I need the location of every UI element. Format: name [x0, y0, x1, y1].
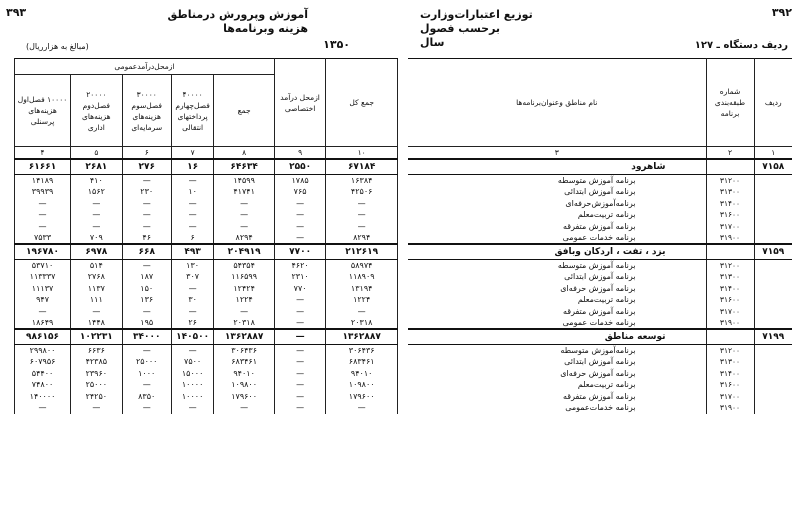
table-row — [15, 368, 398, 380]
table-cell: — — [326, 209, 398, 221]
col-number: ۸ — [214, 147, 274, 159]
table-cell: ۷۶۵ — [274, 186, 326, 198]
program-name-cell: یزد ، تفت ، اردکان وبافق — [408, 244, 706, 260]
col-number: ۵ — [71, 147, 123, 159]
table-cell: ۲۳۰ — [122, 186, 171, 198]
table-cell: — — [122, 379, 171, 391]
table-cell: ۱۹۶۷۸۰ — [15, 244, 71, 260]
col-number: ۷ — [171, 147, 214, 159]
program-name-cell: برنامه آموزش متوسطه — [557, 176, 636, 185]
table-cell: — — [171, 221, 214, 233]
region-header-row — [408, 329, 792, 345]
table-cell: ۸۲۹۴ — [326, 232, 398, 244]
col-number: ۶ — [122, 147, 171, 159]
table-cell: — — [326, 306, 398, 318]
row-number-cell — [754, 271, 792, 283]
table-cell: ۴۶ — [122, 232, 171, 244]
table-cell: ۱۵۶۲ — [71, 186, 123, 198]
program-code-cell: ۳۱۴۰۰ — [706, 198, 754, 210]
table-cell: ۲۴۲۵۰ — [71, 391, 123, 403]
table-cell: ۲۶ — [171, 317, 214, 329]
right-title-line3: سال — [420, 36, 445, 49]
program-row — [408, 221, 792, 233]
col-number: ۳ — [408, 147, 706, 159]
row-number-cell: ۷۱۵۸ — [754, 159, 792, 175]
program-row — [408, 306, 792, 318]
program-name-cell: برنامه خدمات‌عمومی — [565, 403, 636, 413]
program-row — [408, 209, 792, 221]
table-cell: — — [122, 260, 171, 272]
table-cell: ۶۶۳۶ — [71, 345, 123, 357]
program-code-cell: ۳۱۶۰۰ — [706, 379, 754, 391]
table-cell: ۳۰۶۴۳۶ — [326, 345, 398, 357]
program-code-cell — [706, 329, 754, 345]
table-cell: ۱۵۰ — [122, 283, 171, 295]
table-cell: ۱۰۹۸۰۰ — [214, 379, 274, 391]
table-cell: — — [274, 209, 326, 221]
row-number-cell — [754, 306, 792, 318]
table-cell: ۳۰۶۴۳۶ — [214, 345, 274, 357]
program-name-cell: شاهرود — [408, 159, 706, 175]
table-cell: ۱۲۲۴ — [214, 294, 274, 306]
table-cell: ۴۲۵۰۶ — [326, 186, 398, 198]
table-row — [15, 345, 398, 357]
table-cell: ۲۷۶ — [122, 159, 171, 175]
table-cell: ۱۰۲۲۳۱ — [71, 329, 123, 345]
left-data-table — [14, 58, 398, 414]
program-name-cell: برنامه آموزش ابتدائی — [564, 272, 636, 282]
table-cell: ۲۵۰۰۰ — [122, 356, 171, 368]
table-cell: ۴۱۷۴۱ — [214, 186, 274, 198]
table-cell: ۱۱۳۷ — [71, 283, 123, 295]
left-title-line1: آموزش وپرورش درمناطق — [167, 8, 308, 21]
table-cell: — — [122, 306, 171, 318]
program-row — [408, 356, 792, 368]
table-cell: ۱۱۱ — [71, 294, 123, 306]
table-row — [15, 356, 398, 368]
device-label: ردیف دستگاه ـ ۱۲۷ — [694, 40, 788, 51]
program-code-cell: ۳۱۲۰۰ — [706, 345, 754, 357]
program-row — [408, 260, 792, 272]
table-cell: ۱۰۰۰۰ — [171, 379, 214, 391]
table-cell: ۱۲۲۴ — [326, 294, 398, 306]
table-cell: — — [15, 402, 71, 414]
table-cell: ۱۶۳۸۴ — [326, 175, 398, 187]
table-cell: — — [71, 209, 123, 221]
table-cell: ۷۵۰۰ — [171, 356, 214, 368]
program-code-cell: ۳۱۳۰۰ — [706, 356, 754, 368]
table-cell: ۳۰۷ — [171, 271, 214, 283]
table-row — [15, 379, 398, 391]
table-cell: ۲۵۰۰۰ — [71, 379, 123, 391]
program-code-cell — [706, 244, 754, 260]
table-cell: ۱۶ — [171, 159, 214, 175]
program-row — [408, 186, 792, 198]
table-cell: ۴۲۳۸۵ — [71, 356, 123, 368]
left-title-line2: هزینه وبرنامه‌ها — [223, 22, 308, 35]
program-name-cell: برنامه تربیت‌معلم — [577, 380, 636, 390]
table-cell: — — [326, 221, 398, 233]
table-cell: ۹۸۶۱۵۶ — [15, 329, 71, 345]
table-cell: — — [71, 221, 123, 233]
table-cell: — — [274, 221, 326, 233]
program-code-cell: ۳۱۶۰۰ — [706, 294, 754, 306]
table-cell: ۱۱۶۵۹۹ — [214, 271, 274, 283]
program-name-cell: برنامه آموزش ابتدائی — [564, 187, 636, 197]
table-cell: ۲۳۹۶۰ — [71, 368, 123, 380]
program-code-cell: ۳۱۴۰۰ — [706, 283, 754, 295]
program-row — [408, 175, 792, 187]
col-number: ۲ — [706, 147, 754, 159]
program-name-cell: برنامه آموزش متفرقه — [562, 221, 636, 231]
program-code-cell: ۳۱۳۰۰ — [706, 186, 754, 198]
header-region-program-name: نام مناطق وعنوان‌برنامه‌ها — [516, 98, 598, 107]
table-cell: — — [171, 175, 214, 187]
table-cell: ۶ — [171, 232, 214, 244]
program-row — [408, 283, 792, 295]
table-cell: — — [171, 198, 214, 210]
table-cell: ۱۰۰۰ — [122, 368, 171, 380]
table-cell: — — [274, 232, 326, 244]
table-cell: — — [15, 209, 71, 221]
table-cell: — — [122, 209, 171, 221]
row-number-cell: ۷۱۵۹ — [754, 244, 792, 260]
table-cell: ۵۱۴ — [71, 260, 123, 272]
left-page-number: ۳۹۳ — [6, 6, 27, 19]
table-cell: ۱۱۱۳۷ — [15, 283, 71, 295]
table-cell: — — [274, 379, 326, 391]
table-cell: — — [71, 402, 123, 414]
table-cell: — — [122, 402, 171, 414]
row-number-cell — [754, 209, 792, 221]
table-cell: ۱۰۹۸۰۰ — [326, 379, 398, 391]
table-cell: ۲۰۳۱۸ — [326, 317, 398, 329]
program-row — [408, 232, 792, 244]
table-row — [15, 271, 398, 283]
table-row — [15, 221, 398, 233]
program-code-cell: ۳۱۲۰۰ — [706, 175, 754, 187]
table-cell: ۱۴۰۰۰۰ — [15, 391, 71, 403]
table-cell: — — [326, 198, 398, 210]
region-total-row — [15, 244, 398, 260]
region-header-row — [408, 159, 792, 175]
program-name-cell: برنامه آموزش متفرقه — [562, 391, 636, 401]
page-gutter — [402, 0, 406, 531]
row-number-cell — [754, 198, 792, 210]
program-row — [408, 198, 792, 210]
table-cell: ۳۹۹۳۹ — [15, 186, 71, 198]
table-row — [15, 186, 398, 198]
table-cell: — — [171, 283, 214, 295]
row-number-cell — [754, 175, 792, 187]
units-note: (مبالغ به هزارریال) — [26, 42, 89, 51]
table-cell: — — [214, 221, 274, 233]
table-row — [15, 175, 398, 187]
table-cell: ۲۷۶۸ — [71, 271, 123, 283]
table-cell: ۵۸۹۷۴ — [326, 260, 398, 272]
program-row — [408, 379, 792, 391]
region-total-row — [15, 329, 398, 345]
table-cell: ۴۹۳ — [171, 244, 214, 260]
table-cell: ۶۶۸ — [122, 244, 171, 260]
row-number-cell — [754, 232, 792, 244]
table-cell: ۱۱۸۹۰۹ — [326, 271, 398, 283]
program-row — [408, 391, 792, 403]
table-cell: — — [274, 306, 326, 318]
right-title-line1: توزیع اعتبارات‌وزارت — [420, 8, 533, 21]
table-cell: — — [274, 198, 326, 210]
table-cell: ۲۱۲۶۱۹ — [326, 244, 398, 260]
right-data-table — [408, 58, 792, 414]
table-row — [15, 391, 398, 403]
row-number-cell — [754, 260, 792, 272]
table-cell: ۱۳۰ — [171, 260, 214, 272]
region-total-row — [15, 159, 398, 175]
table-cell: ۱۸۷ — [122, 271, 171, 283]
table-cell: ۱۴۴۸ — [71, 317, 123, 329]
program-name-cell: برنامه خدمات عمومی — [562, 317, 636, 327]
program-name-cell: برنامه آموزش متوسطه — [557, 261, 636, 270]
table-cell: ۱۴۵۹۹ — [214, 175, 274, 187]
table-cell: ۷۵۳۳ — [15, 232, 71, 244]
table-cell: ۶۸۳۴۶۱ — [326, 356, 398, 368]
table-cell: — — [71, 306, 123, 318]
header-chapter2: ۲۰۰۰۰ فصل‌دوم هزینه‌های اداری — [71, 75, 123, 147]
table-cell: — — [214, 209, 274, 221]
table-cell: — — [122, 221, 171, 233]
program-code-cell — [706, 159, 754, 175]
table-cell: ۱۳۶۲۸۸۷ — [214, 329, 274, 345]
table-cell: ۷۷۰ — [274, 283, 326, 295]
program-name-cell: برنامه‌آموزش‌حرفه‌ای — [565, 198, 636, 208]
program-name-cell: برنامه آموزش متفرقه — [562, 306, 636, 316]
row-number-cell — [754, 283, 792, 295]
row-number-cell — [754, 402, 792, 414]
table-cell: ۱۲۴۲۴ — [214, 283, 274, 295]
row-number-cell: ۷۱۹۹ — [754, 329, 792, 345]
table-row — [15, 198, 398, 210]
table-cell: ۱۳۱۹۴ — [326, 283, 398, 295]
table-cell: ۱۰۰۰۰ — [171, 391, 214, 403]
table-cell: ۳۰ — [171, 294, 214, 306]
header-chapter1: ۱۰۰۰۰ فصل‌اول هزینه‌های پرسنلی — [15, 75, 71, 147]
program-code-cell: ۳۱۶۰۰ — [706, 209, 754, 221]
program-name-cell: برنامه آموزش ابتدائی — [564, 357, 636, 367]
program-row — [408, 345, 792, 357]
col-number: ۱ — [754, 147, 792, 159]
table-cell: ۷۷۰۰ — [274, 244, 326, 260]
table-cell: ۲۹۹۸۰۰ — [15, 345, 71, 357]
table-cell: ۱۹۵ — [122, 317, 171, 329]
region-header-row — [408, 244, 792, 260]
table-cell: — — [171, 345, 214, 357]
table-cell: ۲۰۴۹۱۹ — [214, 244, 274, 260]
table-cell: ۱۴۱۸۹ — [15, 175, 71, 187]
program-code-cell: ۳۱۹۰۰ — [706, 232, 754, 244]
row-number-cell — [754, 317, 792, 329]
table-cell: ۱۷۹۶۰۰ — [214, 391, 274, 403]
table-cell: ۶۱۶۶۱ — [15, 159, 71, 175]
table-cell: — — [122, 198, 171, 210]
table-cell: ۵۴۴۰۰ — [15, 368, 71, 380]
row-number-cell — [754, 356, 792, 368]
header-sum: جمع — [214, 75, 274, 147]
program-code-cell: ۳۱۳۰۰ — [706, 271, 754, 283]
table-cell: ۹۴۰۱۰ — [326, 368, 398, 380]
header-special-revenue: ازمحل درآمد اختصاصی — [274, 59, 326, 147]
header-row: ردیف — [754, 59, 792, 147]
table-cell: — — [326, 402, 398, 414]
program-code-cell: ۳۱۹۰۰ — [706, 402, 754, 414]
col-number: ۱۰ — [326, 147, 398, 159]
table-cell: — — [274, 356, 326, 368]
table-cell: ۵۴۳۵۴ — [214, 260, 274, 272]
program-name-cell: توسعه مناطق — [408, 329, 706, 345]
table-row — [15, 260, 398, 272]
table-cell: — — [214, 402, 274, 414]
table-cell: ۱۷۹۶۰۰ — [326, 391, 398, 403]
program-name-cell: برنامه خدمات عمومی — [562, 232, 636, 242]
table-cell: — — [171, 209, 214, 221]
program-row — [408, 317, 792, 329]
table-row — [15, 317, 398, 329]
table-cell: ۶۴۶۳۴ — [214, 159, 274, 175]
right-page — [408, 0, 800, 531]
table-cell: — — [274, 329, 326, 345]
table-cell: ۸۳۵۰ — [122, 391, 171, 403]
table-cell: — — [274, 402, 326, 414]
table-cell: — — [171, 306, 214, 318]
row-number-cell — [754, 379, 792, 391]
program-name-cell: برنامه آموزش حرفه‌ای — [560, 368, 636, 378]
table-cell: — — [274, 391, 326, 403]
program-code-cell: ۳۱۷۰۰ — [706, 221, 754, 233]
table-cell: ۱۸۶۴۹ — [15, 317, 71, 329]
table-cell: ۲۳۱۰ — [274, 271, 326, 283]
row-number-cell — [754, 294, 792, 306]
header-grand-total: جمع کل — [326, 59, 398, 147]
program-name-cell: برنامه‌آموزش متوسطه — [560, 346, 636, 355]
table-cell: — — [15, 306, 71, 318]
table-cell: — — [15, 198, 71, 210]
table-cell: ۳۴۰۰۰ — [122, 329, 171, 345]
row-number-cell — [754, 368, 792, 380]
table-cell: — — [122, 175, 171, 187]
table-cell: — — [214, 198, 274, 210]
table-cell: ۱۵۰۰۰ — [171, 368, 214, 380]
table-row — [15, 283, 398, 295]
table-cell: ۶۷۱۸۴ — [326, 159, 398, 175]
table-cell: ۷۴۸۰۰ — [15, 379, 71, 391]
program-name-cell: برنامه آموزش حرفه‌ای — [560, 283, 636, 293]
table-row — [15, 294, 398, 306]
program-name-cell: برنامه تربیت‌معلم — [577, 210, 636, 220]
program-code-cell: ۳۱۷۰۰ — [706, 391, 754, 403]
table-cell: ۲۵۵۰ — [274, 159, 326, 175]
table-cell: ۶۰۷۹۵۶ — [15, 356, 71, 368]
table-cell: ۴۶۲۰ — [274, 260, 326, 272]
table-cell: ۹۴۰۱۰ — [214, 368, 274, 380]
table-cell: ۴۱۰ — [71, 175, 123, 187]
program-code-cell: ۳۱۲۰۰ — [706, 260, 754, 272]
table-cell: ۲۶۸۱ — [71, 159, 123, 175]
row-number-cell — [754, 391, 792, 403]
table-cell: — — [15, 221, 71, 233]
header-chapter4: ۴۰۰۰۰ فصل‌چهارم پرداختهای انتقالی — [171, 75, 214, 147]
table-cell: — — [274, 345, 326, 357]
table-cell: ۵۳۷۱۰ — [15, 260, 71, 272]
row-number-cell — [754, 221, 792, 233]
table-cell: — — [171, 402, 214, 414]
table-cell: ۱۷۸۵ — [274, 175, 326, 187]
table-cell: ۶۹۷۸ — [71, 244, 123, 260]
col-number: ۹ — [274, 147, 326, 159]
table-cell: ۱۴۰۵۰۰ — [171, 329, 214, 345]
program-code-cell: ۳۱۷۰۰ — [706, 306, 754, 318]
table-cell: ۱۳۶۲۸۸۷ — [326, 329, 398, 345]
column-number-row — [15, 147, 398, 159]
col-number: ۴ — [15, 147, 71, 159]
program-row — [408, 402, 792, 414]
right-page-number: ۳۹۲ — [771, 6, 792, 19]
right-title-line2: برحسب فصول — [420, 22, 501, 35]
table-row — [15, 402, 398, 414]
program-row — [408, 271, 792, 283]
row-number-cell — [754, 345, 792, 357]
header-classification-code: شماره طبقه‌بندی برنامه — [706, 59, 754, 147]
table-cell: — — [71, 198, 123, 210]
table-row — [15, 306, 398, 318]
table-cell: ۹۴۷ — [15, 294, 71, 306]
table-cell: — — [274, 294, 326, 306]
table-cell: ۱۱۳۳۳۷ — [15, 271, 71, 283]
table-cell: ۸۲۹۴ — [214, 232, 274, 244]
table-row — [15, 209, 398, 221]
program-code-cell: ۳۱۴۰۰ — [706, 368, 754, 380]
table-cell: ۱۰ — [171, 186, 214, 198]
table-cell: — — [274, 368, 326, 380]
table-row — [15, 232, 398, 244]
program-name-cell: برنامه تربیت‌معلم — [577, 295, 636, 305]
program-code-cell: ۳۱۹۰۰ — [706, 317, 754, 329]
row-number-cell — [754, 186, 792, 198]
header-general-revenue-group: ازمحل‌درآمدعمومی — [15, 59, 275, 75]
table-cell: — — [122, 345, 171, 357]
header-chapter3: ۳۰۰۰۰ فصل‌سوم هزینه‌های سرمایه‌ای — [122, 75, 171, 147]
program-row — [408, 368, 792, 380]
table-cell: ۲۰۳۱۸ — [214, 317, 274, 329]
column-number-row — [408, 147, 792, 159]
table-cell: ۶۸۳۴۶۱ — [214, 356, 274, 368]
table-cell: ۷۰۹ — [71, 232, 123, 244]
program-row — [408, 294, 792, 306]
left-year: ۱۳۵۰ — [323, 38, 350, 51]
table-cell: ۱۳۶ — [122, 294, 171, 306]
table-cell: — — [214, 306, 274, 318]
table-cell: — — [274, 317, 326, 329]
